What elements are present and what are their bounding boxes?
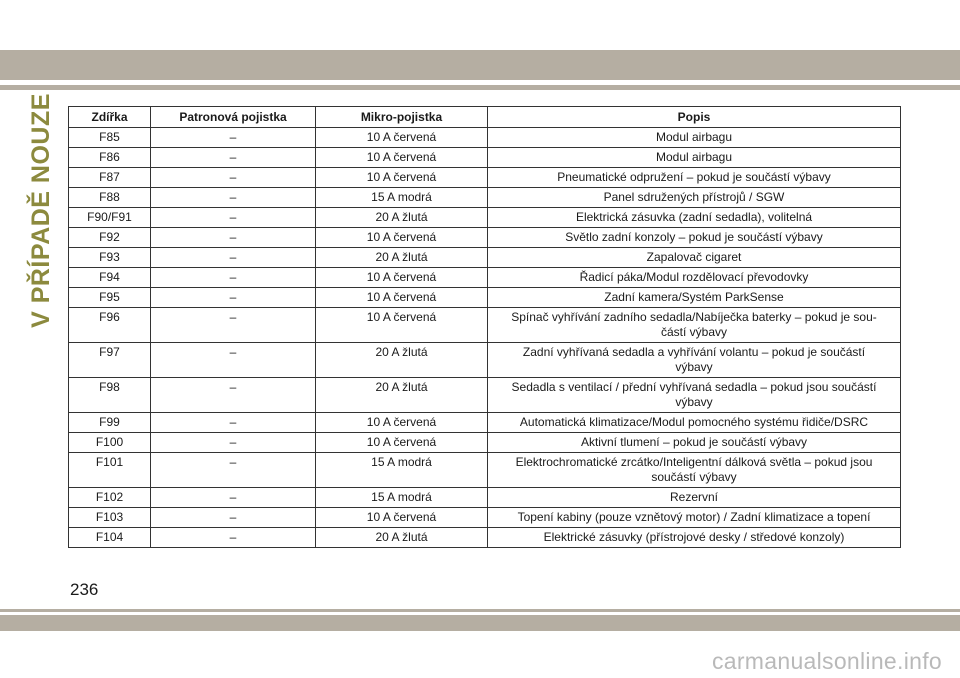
cell-zdirka: F85 <box>69 128 151 148</box>
cell-mikro: 10 A červená <box>316 433 488 453</box>
cell-popis: Řadicí páka/Modul rozdělovací převodovky <box>488 268 901 288</box>
cell-mikro: 10 A červená <box>316 308 488 343</box>
cell-popis: Panel sdružených přístrojů / SGW <box>488 188 901 208</box>
cell-patronova: – <box>151 248 316 268</box>
header-zdirka: Zdířka <box>69 107 151 128</box>
header-mikro-pojistka: Mikro-pojistka <box>316 107 488 128</box>
cell-zdirka: F104 <box>69 528 151 548</box>
cell-popis: Topení kabiny (pouze vznětový motor) / Zadní klimatizace a topení <box>488 508 901 528</box>
table-row <box>69 378 901 413</box>
cell-patronova: – <box>151 148 316 168</box>
cell-mikro: 10 A červená <box>316 508 488 528</box>
cell-mikro: 20 A žlutá <box>316 208 488 228</box>
table-row <box>69 433 901 453</box>
table-row <box>69 208 901 228</box>
cell-mikro: 20 A žlutá <box>316 378 488 413</box>
cell-zdirka: F97 <box>69 343 151 378</box>
footer-rule <box>0 609 960 612</box>
header-band <box>0 50 960 80</box>
cell-mikro: 20 A žlutá <box>316 248 488 268</box>
fuse-table <box>68 106 901 548</box>
table-row <box>69 528 901 548</box>
cell-patronova: – <box>151 508 316 528</box>
cell-popis: Elektrické zásuvky (přístrojové desky / středové konzoly) <box>488 528 901 548</box>
section-title-text: V PŘÍPADĚ NOUZE <box>26 92 55 328</box>
table-row <box>69 188 901 208</box>
cell-mikro: 10 A červená <box>316 413 488 433</box>
cell-mikro: 20 A žlutá <box>316 528 488 548</box>
table-row <box>69 488 901 508</box>
cell-zdirka: F99 <box>69 413 151 433</box>
table-row <box>69 413 901 433</box>
cell-patronova: – <box>151 288 316 308</box>
cell-popis: Pneumatické odpružení – pokud je součástí výbavy <box>488 168 901 188</box>
cell-mikro: 15 A modrá <box>316 453 488 488</box>
table-row <box>69 228 901 248</box>
cell-mikro: 10 A červená <box>316 288 488 308</box>
cell-popis: Automatická klimatizace/Modul pomocného systému řidiče/DSRC <box>488 413 901 433</box>
table-row <box>69 148 901 168</box>
cell-popis: Modul airbagu <box>488 148 901 168</box>
cell-zdirka: F94 <box>69 268 151 288</box>
table-row <box>69 168 901 188</box>
cell-patronova: – <box>151 228 316 248</box>
table-row <box>69 508 901 528</box>
cell-patronova: – <box>151 168 316 188</box>
header-rule <box>0 85 960 90</box>
table-row <box>69 128 901 148</box>
cell-zdirka: F87 <box>69 168 151 188</box>
cell-patronova: – <box>151 413 316 433</box>
cell-zdirka: F101 <box>69 453 151 488</box>
table-row <box>69 268 901 288</box>
cell-patronova: – <box>151 128 316 148</box>
cell-popis: Aktivní tlumení – pokud je součástí výbavy <box>488 433 901 453</box>
cell-patronova: – <box>151 433 316 453</box>
cell-patronova: – <box>151 308 316 343</box>
cell-patronova: – <box>151 188 316 208</box>
cell-popis: Rezervní <box>488 488 901 508</box>
page-number: 236 <box>70 580 99 599</box>
cell-zdirka: F102 <box>69 488 151 508</box>
cell-mikro: 10 A červená <box>316 168 488 188</box>
footer-band <box>0 615 960 631</box>
cell-popis: Sedadla s ventilací / přední vyhřívaná sedadla – pokud jsou součástí výbavy <box>488 378 901 413</box>
cell-popis: Elektrická zásuvka (zadní sedadla), volitelná <box>488 208 901 228</box>
cell-popis: Modul airbagu <box>488 128 901 148</box>
cell-zdirka: F92 <box>69 228 151 248</box>
table-row <box>69 453 901 488</box>
cell-zdirka: F93 <box>69 248 151 268</box>
section-title <box>21 92 61 328</box>
cell-patronova: – <box>151 528 316 548</box>
cell-zdirka: F96 <box>69 308 151 343</box>
cell-patronova: – <box>151 453 316 488</box>
cell-zdirka: F95 <box>69 288 151 308</box>
cell-patronova: – <box>151 343 316 378</box>
table-row <box>69 308 901 343</box>
cell-popis: Světlo zadní konzoly – pokud je součástí výbavy <box>488 228 901 248</box>
cell-zdirka: F103 <box>69 508 151 528</box>
cell-mikro: 15 A modrá <box>316 488 488 508</box>
cell-popis: Zadní kamera/Systém ParkSense <box>488 288 901 308</box>
cell-zdirka: F98 <box>69 378 151 413</box>
header-patronova-pojistka: Patronová pojistka <box>151 107 316 128</box>
cell-mikro: 10 A červená <box>316 148 488 168</box>
cell-zdirka: F86 <box>69 148 151 168</box>
cell-zdirka: F90/F91 <box>69 208 151 228</box>
table-row <box>69 248 901 268</box>
cell-mikro: 10 A červená <box>316 128 488 148</box>
cell-patronova: – <box>151 208 316 228</box>
table-header-row <box>69 107 901 128</box>
cell-popis: Spínač vyhřívání zadního sedadla/Nabíječka baterky – pokud je sou- částí výbavy <box>488 308 901 343</box>
cell-popis: Zadní vyhřívaná sedadla a vyhřívání volantu – pokud je součástí výbavy <box>488 343 901 378</box>
cell-popis: Elektrochromatické zrcátko/Inteligentní dálková světla – pokud jsou součástí výbavy <box>488 453 901 488</box>
table-row <box>69 288 901 308</box>
table-row <box>69 343 901 378</box>
cell-mikro: 10 A červená <box>316 268 488 288</box>
cell-mikro: 20 A žlutá <box>316 343 488 378</box>
cell-mikro: 10 A červená <box>316 228 488 248</box>
cell-zdirka: F88 <box>69 188 151 208</box>
cell-patronova: – <box>151 268 316 288</box>
cell-patronova: – <box>151 378 316 413</box>
fuse-table-container <box>68 106 900 548</box>
cell-mikro: 15 A modrá <box>316 188 488 208</box>
table-body <box>69 128 901 548</box>
cell-patronova: – <box>151 488 316 508</box>
cell-popis: Zapalovač cigaret <box>488 248 901 268</box>
header-popis: Popis <box>488 107 901 128</box>
cell-zdirka: F100 <box>69 433 151 453</box>
watermark: carmanualsonline.info <box>711 648 942 674</box>
